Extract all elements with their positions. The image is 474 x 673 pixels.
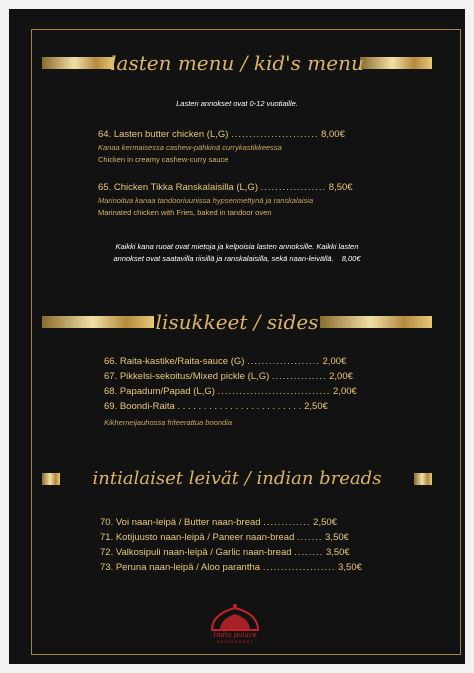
logo-subtitle: RESTAURANT	[216, 639, 254, 644]
breads-title: intialaiset leivät / indian breads	[92, 468, 382, 489]
menu-item-64	[98, 128, 345, 142]
item-69-description: Kikherneijauhossa friteerattua boondia	[104, 418, 233, 427]
item-dots: ........................	[231, 129, 319, 140]
item-name: 66. Raita-kastike/Raita-sauce (G)	[104, 356, 245, 367]
item-name: 69. Boondi-Raita	[104, 401, 175, 412]
kids-menu-banner	[36, 49, 438, 77]
menu-item-65	[98, 181, 353, 195]
kids-intro: Lasten annokset ovat 0-12 vuotiaille.	[176, 99, 298, 108]
sides-banner	[36, 308, 438, 336]
item-price: 2,00€	[329, 371, 353, 382]
item-price: 3,50€	[325, 532, 349, 543]
item-price: 8,50€	[328, 182, 353, 193]
item-price: 2,00€	[333, 386, 357, 397]
item-price: 8,00€	[321, 129, 345, 140]
item-price: 2,50€	[304, 401, 328, 412]
kids-note-line1: Kaikki kana ruoat ovat mietoja ja kelpoisia lasten annoksille. Kaikki lasten	[115, 242, 359, 251]
item-64-description-fi: Kanaa kermaisessa cashew-pähkinä currykastikkeessa	[98, 143, 282, 152]
item-price: 3,50€	[338, 562, 362, 573]
item-64-description-en: Chicken in creamy cashew-curry sauce	[98, 155, 229, 164]
item-name: 64. Lasten butter chicken (L,G)	[98, 129, 229, 140]
item-name: 68. Papadum/Papad (L,G)	[104, 386, 215, 397]
item-price: 2,50€	[313, 517, 337, 528]
item-dots: ....................	[247, 356, 320, 367]
menu-item-72	[100, 546, 350, 560]
restaurant-logo	[200, 600, 270, 650]
item-dots: ....................	[262, 562, 336, 573]
item-name: 73. Peruna naan-leipä / Aloo parantha	[100, 562, 261, 573]
item-dots: ..................	[260, 182, 327, 193]
item-price: 3,50€	[325, 547, 350, 558]
kids-menu-title: lasten menu / kid's menu	[110, 51, 364, 75]
menu-item-67	[104, 370, 353, 384]
item-dots: .............	[263, 517, 311, 528]
breads-banner	[36, 465, 438, 493]
item-dots: . . . . . . . . . . . . . . . . . . . . . . . .	[177, 401, 302, 412]
menu-item-71	[100, 531, 349, 545]
item-price: 2,00€	[322, 356, 347, 367]
item-dots: ...............	[271, 371, 327, 382]
item-name: 70. Voi naan-leipä / Butter naan-bread	[100, 517, 261, 528]
menu-item-70	[100, 516, 337, 530]
logo-name: India palace	[213, 631, 257, 639]
menu-item-66	[104, 355, 346, 369]
item-name: 72. Valkosipuli naan-leipä / Garlic naan-bread	[100, 547, 292, 558]
menu-item-73	[100, 561, 362, 575]
item-dots: .......	[297, 532, 323, 543]
menu-item-68	[104, 385, 357, 399]
kids-note-text: annokset ovat saatavilla riisillä ja ranskalaisilla, sekä naan-leivällä.	[113, 254, 334, 263]
item-dots: ...............................	[217, 386, 331, 397]
sides-title: lisukkeet / sides	[155, 310, 319, 334]
item-name: 71. Kotijuusto naan-leipä / Paneer naan-bread	[100, 532, 295, 543]
item-name: 65. Chicken Tikka Ranskalaisilla (L,G)	[98, 182, 258, 193]
kids-note-price: 8,00€	[341, 254, 361, 263]
item-name: 67. Pikkelsi-sekoitus/Mixed pickle (L,G)	[104, 371, 270, 382]
item-dots: ........	[294, 547, 324, 558]
item-65-description-fi: Marinoitua kanaa tandooriuunissa hypsenmettynä ja ranskalaisia	[98, 196, 314, 205]
kids-note-line2	[0, 252, 474, 266]
item-65-description-en: Marinated chicken with Fries, baked in tandoor oven	[98, 208, 272, 217]
menu-item-69	[104, 400, 328, 414]
